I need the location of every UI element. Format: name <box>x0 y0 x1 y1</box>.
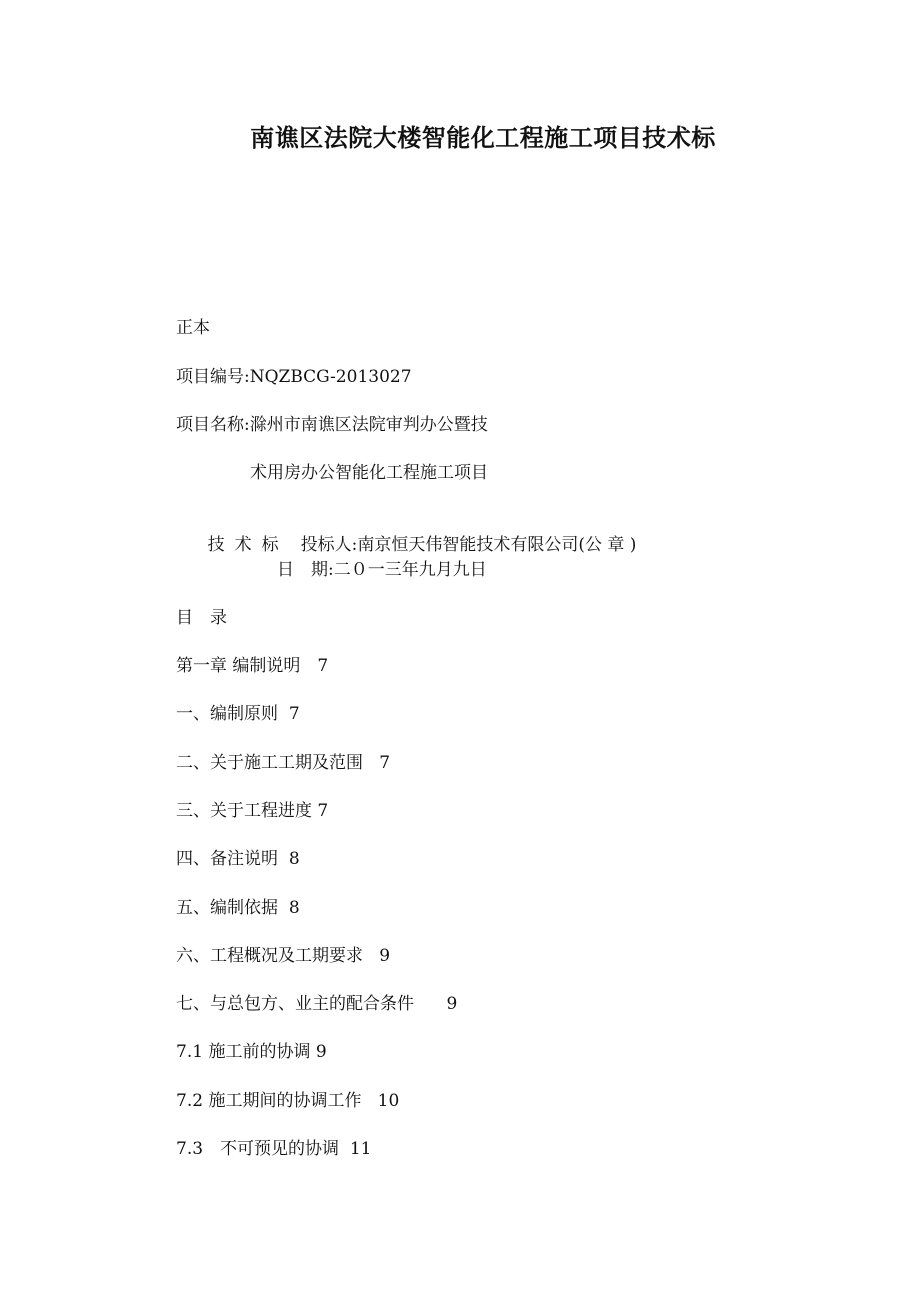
tech-bid-label <box>208 533 301 557</box>
toc-item-page: 7 <box>379 753 391 773</box>
toc-item-page: 9 <box>379 946 391 966</box>
toc-item-text: 7.3 不可预见的协调 <box>176 1139 340 1159</box>
toc-item-text: 五、编制依据 <box>176 898 278 918</box>
toc-item-text: 四、备注说明 <box>176 849 278 869</box>
toc-item-page: 11 <box>349 1139 372 1159</box>
tech-label-char: 标 <box>261 535 279 555</box>
project-name-line1: 项目名称:滁州市南谯区法院审判办公暨技 <box>176 415 488 435</box>
bidder-name: 投标人:南京恒天伟智能技术有限公司(公 章 ) <box>300 535 637 555</box>
toc-item[interactable] <box>176 1089 399 1113</box>
toc-item[interactable] <box>176 751 390 775</box>
project-name-line2: 术用房办公智能化工程施工项目 <box>250 463 488 483</box>
toc-item-text: 六、工程概况及工期要求 <box>176 946 363 966</box>
toc-item-page: 7 <box>317 801 329 821</box>
toc-item[interactable] <box>176 1137 372 1161</box>
toc-item[interactable] <box>176 992 457 1016</box>
toc-item-page: 9 <box>315 1042 327 1062</box>
document-title: 南谯区法院大楼智能化工程施工项目技术标 <box>250 123 716 152</box>
toc-item-page: 8 <box>288 849 300 869</box>
toc-item-text: 二、关于施工工期及范围 <box>176 753 363 773</box>
toc-item-text: 第一章 编制说明 <box>176 656 301 676</box>
toc-item[interactable] <box>176 944 390 968</box>
toc-item[interactable] <box>176 799 328 823</box>
toc-item-page: 7 <box>317 656 329 676</box>
toc-item-page: 10 <box>377 1091 400 1111</box>
toc-item[interactable] <box>176 654 328 678</box>
toc-item-text: 7.1 施工前的协调 <box>176 1042 311 1062</box>
tech-label-char: 技 <box>207 535 225 555</box>
toc-item-page: 8 <box>288 898 300 918</box>
toc-item[interactable] <box>176 702 300 726</box>
toc-heading: 目 录 <box>176 608 227 628</box>
copy-type: 正本 <box>176 318 210 338</box>
toc-item[interactable] <box>176 847 300 871</box>
toc-item[interactable] <box>176 1040 327 1064</box>
project-number: 项目编号:NQZBCG-2013027 <box>176 367 412 387</box>
bid-date: 日 期:二０一三年九月九日 <box>277 560 487 580</box>
toc-item-text: 一、编制原则 <box>176 704 278 724</box>
toc-item-page: 7 <box>288 704 300 724</box>
toc-item-text: 七、与总包方、业主的配合条件 <box>176 994 414 1014</box>
toc-item-text: 7.2 施工期间的协调工作 <box>176 1091 362 1111</box>
toc-item[interactable] <box>176 896 300 920</box>
tech-label-char: 术 <box>234 535 252 555</box>
toc-item-page: 9 <box>446 994 458 1014</box>
toc-item-text: 三、关于工程进度 <box>176 801 312 821</box>
